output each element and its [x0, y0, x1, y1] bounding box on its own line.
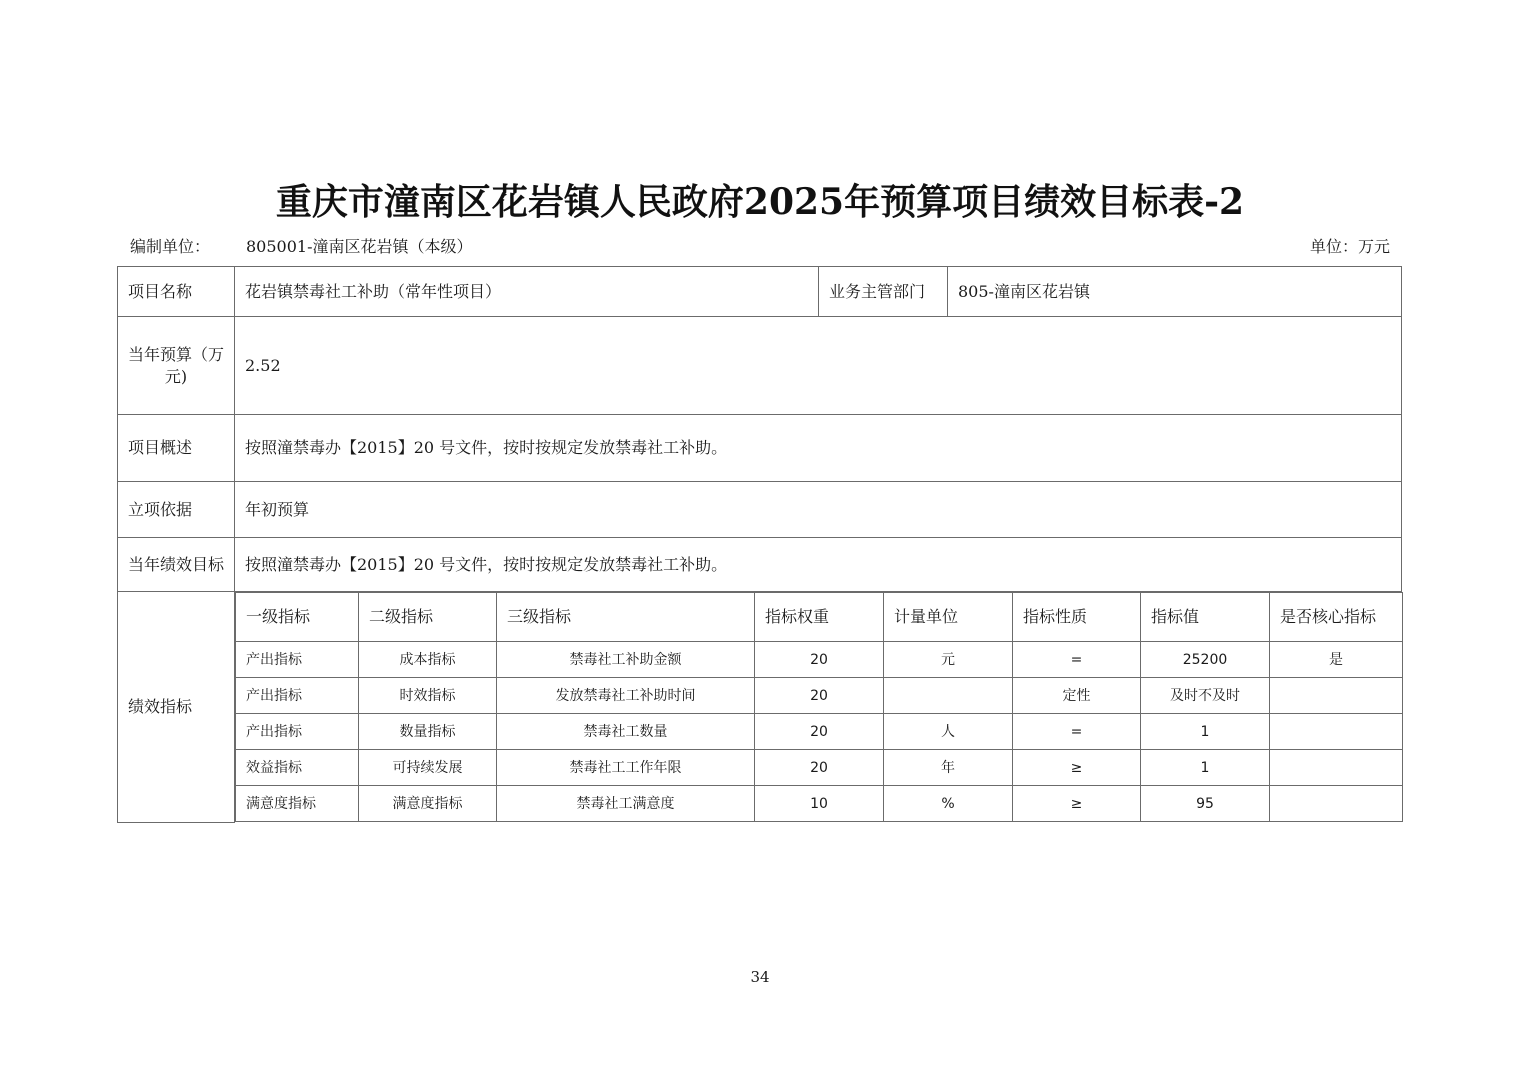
basis-value: 年初预算	[235, 482, 1402, 538]
cell-nature: ≥	[1013, 786, 1141, 822]
cell-weight: 20	[755, 750, 884, 786]
cell-core: 是	[1270, 642, 1403, 678]
row-basis	[118, 482, 1402, 538]
cell-value: 25200	[1141, 642, 1270, 678]
table-row	[236, 678, 1403, 714]
header-value: 指标值	[1141, 593, 1270, 642]
cell-level3: 禁毒社工补助金额	[497, 642, 755, 678]
header-level1: 一级指标	[236, 593, 359, 642]
cell-weight: 20	[755, 678, 884, 714]
cell-unit: 年	[884, 750, 1013, 786]
table-row	[236, 750, 1403, 786]
budget-label: 当年预算（万元)	[118, 317, 235, 415]
dept-label: 业务主管部门	[819, 267, 948, 317]
compiler-info	[130, 234, 473, 257]
header-core: 是否核心指标	[1270, 593, 1403, 642]
indicators-table	[235, 592, 1403, 822]
compiler-value: 805001-潼南区花岩镇（本级）	[246, 237, 473, 256]
row-budget	[118, 317, 1402, 415]
budget-value: 2.52	[235, 317, 1402, 415]
goal-value: 按照潼禁毒办【2015】20 号文件，按时按规定发放禁毒社工补助。	[235, 538, 1402, 592]
cell-level3: 禁毒社工工作年限	[497, 750, 755, 786]
cell-level1: 产出指标	[236, 714, 359, 750]
goal-label: 当年绩效目标	[118, 538, 235, 592]
cell-level2: 时效指标	[359, 678, 497, 714]
indicators-cell	[235, 592, 1402, 823]
header-level2: 二级指标	[359, 593, 497, 642]
overview-label: 项目概述	[118, 415, 235, 482]
row-goal	[118, 538, 1402, 592]
cell-level1: 效益指标	[236, 750, 359, 786]
table-row	[236, 786, 1403, 822]
indicators-label: 绩效指标	[118, 592, 235, 823]
unit-label: 单位：万元	[1309, 237, 1390, 256]
cell-level3: 禁毒社工数量	[497, 714, 755, 750]
cell-level1: 产出指标	[236, 678, 359, 714]
cell-weight: 20	[755, 642, 884, 678]
cell-level2: 成本指标	[359, 642, 497, 678]
cell-unit: 元	[884, 642, 1013, 678]
cell-level2: 数量指标	[359, 714, 497, 750]
cell-nature: =	[1013, 714, 1141, 750]
dept-value: 805-潼南区花岩镇	[948, 267, 1402, 317]
cell-weight: 20	[755, 714, 884, 750]
cell-core	[1270, 750, 1403, 786]
cell-value: 1	[1141, 714, 1270, 750]
cell-core	[1270, 786, 1403, 822]
header-unit: 计量单位	[884, 593, 1013, 642]
cell-level3: 发放禁毒社工补助时间	[497, 678, 755, 714]
table-row	[236, 714, 1403, 750]
header-level3: 三级指标	[497, 593, 755, 642]
cell-value: 1	[1141, 750, 1270, 786]
indicators-header-row	[236, 593, 1403, 642]
header-nature: 指标性质	[1013, 593, 1141, 642]
document-title: 重庆市潼南区花岩镇人民政府2025年预算项目绩效目标表-2	[275, 181, 1245, 223]
cell-unit	[884, 678, 1013, 714]
cell-level1: 产出指标	[236, 642, 359, 678]
cell-unit: %	[884, 786, 1013, 822]
row-indicators	[118, 592, 1402, 823]
cell-level2: 满意度指标	[359, 786, 497, 822]
cell-level3: 禁毒社工满意度	[497, 786, 755, 822]
row-overview	[118, 415, 1402, 482]
compiler-label: 编制单位：	[130, 237, 211, 256]
overview-value: 按照潼禁毒办【2015】20 号文件，按时按规定发放禁毒社工补助。	[235, 415, 1402, 482]
cell-weight: 10	[755, 786, 884, 822]
project-name-value: 花岩镇禁毒社工补助（常年性项目）	[235, 267, 819, 317]
performance-table	[117, 266, 1402, 823]
basis-label: 立项依据	[118, 482, 235, 538]
cell-core	[1270, 678, 1403, 714]
row-project-name	[118, 267, 1402, 317]
cell-value: 及时不及时	[1141, 678, 1270, 714]
project-name-label: 项目名称	[118, 267, 235, 317]
cell-nature: ≥	[1013, 750, 1141, 786]
cell-level1: 满意度指标	[236, 786, 359, 822]
header-weight: 指标权重	[755, 593, 884, 642]
cell-level2: 可持续发展	[359, 750, 497, 786]
page-number: 34	[750, 968, 770, 986]
cell-value: 95	[1141, 786, 1270, 822]
cell-nature: =	[1013, 642, 1141, 678]
cell-nature: 定性	[1013, 678, 1141, 714]
cell-unit: 人	[884, 714, 1013, 750]
table-row	[236, 642, 1403, 678]
cell-core	[1270, 714, 1403, 750]
